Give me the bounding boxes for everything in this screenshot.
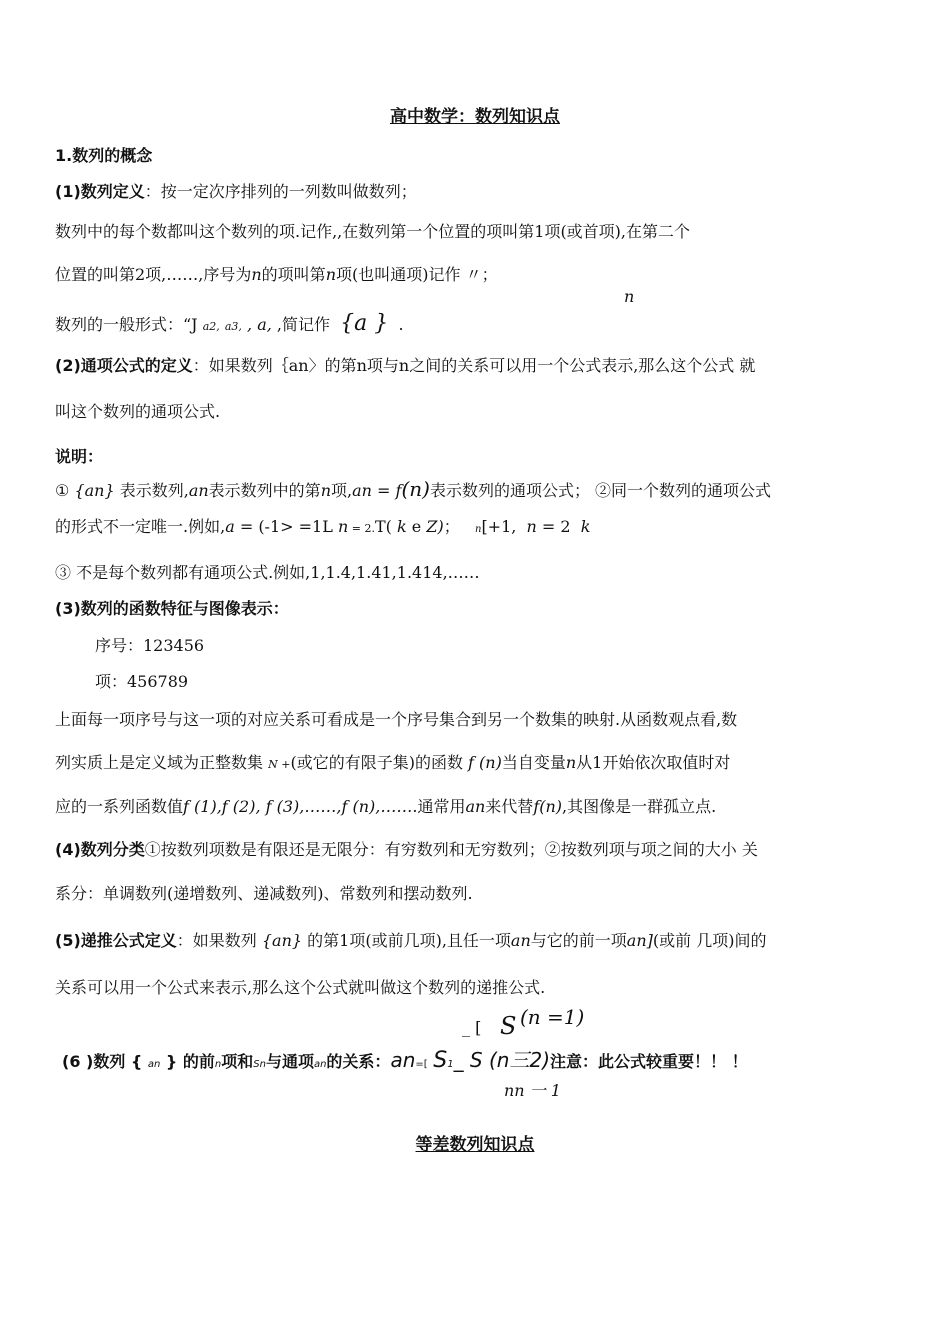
text-run: ,其图像是一群孤立点. bbox=[562, 797, 717, 816]
text-run: 通常用 bbox=[417, 797, 466, 816]
general-term-text: ：如果数列｛an〉的第n项与n之间的关系可以用一个公式表示,那么这个公式 就 bbox=[192, 356, 756, 375]
formula-fn: f(n) bbox=[533, 797, 563, 816]
text-run: 从1开始依次取值时对 bbox=[576, 753, 731, 772]
text-run: [+1, bbox=[481, 517, 517, 536]
section-heading-3: (3)数列的函数特征与图像表示： bbox=[55, 599, 289, 618]
paragraph-classification-cont: 系分：单调数列(递增数列、递减数列)、常数列和摆动数列. bbox=[55, 884, 473, 903]
page-title: 高中数学：数列知识点 bbox=[390, 107, 560, 127]
var-n: n bbox=[325, 265, 336, 284]
text-run: e bbox=[411, 517, 422, 536]
paragraph-function-values bbox=[55, 797, 716, 817]
var-an-1: an] bbox=[626, 931, 653, 950]
text-run: =[ bbox=[415, 1059, 428, 1070]
formula-s-index: 1 bbox=[447, 1059, 454, 1070]
paragraph-general-term bbox=[55, 356, 755, 376]
var-an: an bbox=[147, 1059, 161, 1070]
var-a: a bbox=[225, 517, 235, 536]
formula-subscript-bottom: nn 一 1 bbox=[504, 1081, 561, 1100]
paragraph-recurrence bbox=[55, 931, 766, 951]
paragraph-definition bbox=[55, 182, 417, 202]
subscript-n: n bbox=[624, 287, 635, 306]
text-run: 项(也叫通项)记作 〃； bbox=[336, 265, 498, 284]
paragraph-general-term-cont: 叫这个数列的通项公式. bbox=[55, 402, 221, 421]
classification-text: ①按数列项数是有限还是无限分：有穷数列和无穷数列；②按数列项与项之间的大小 关 bbox=[144, 840, 758, 859]
var-sn: Sn bbox=[253, 1059, 266, 1070]
text-run: (或前 几项)间的 bbox=[652, 931, 767, 950]
formula-condition: _ S (n三2) bbox=[453, 1048, 550, 1072]
note-3: ③ 不是每个数列都有通项公式.例如,1,1.4,1.41,1.414,…… bbox=[55, 563, 480, 582]
formula-s-top: S bbox=[500, 1012, 517, 1040]
text-run: 的关系： bbox=[326, 1052, 391, 1071]
formula-bracket-top: _ [ bbox=[462, 1018, 482, 1037]
var-k: k bbox=[580, 517, 591, 536]
var-z: Z) bbox=[426, 517, 444, 536]
text-run: 项和 bbox=[221, 1052, 254, 1071]
text-run: 项, bbox=[331, 481, 353, 500]
paragraph-function bbox=[55, 753, 730, 775]
var-an: an bbox=[313, 1059, 327, 1070]
var-n: n bbox=[251, 265, 262, 284]
definition-label: (1)数列定义 bbox=[55, 182, 145, 201]
text-run: 当自变量 bbox=[501, 753, 566, 772]
paragraph-terms: 数列中的每个数都叫这个数列的项.记作,,在数列第一个位置的项叫第1项(或首项),在第二个 bbox=[55, 222, 691, 241]
formula-s: S bbox=[433, 1048, 448, 1073]
text-run: 与通项 bbox=[265, 1052, 314, 1071]
text-run: 表示数列的通项公式； ②同一个数列的通项公式 bbox=[429, 481, 772, 500]
var-an: an bbox=[465, 797, 486, 816]
paragraph-recurrence-cont: 关系可以用一个公式来表示,那么这个公式就叫做这个数列的递推公式. bbox=[55, 978, 546, 997]
var-a: , a, bbox=[247, 315, 272, 334]
formula-condition-top: (n =1) bbox=[520, 1005, 585, 1029]
text-run: (6 )数列 { bbox=[62, 1052, 143, 1071]
paragraph-mapping: 上面每一项序号与这一项的对应关系可看成是一个序号集合到另一个数集的映射.从函数观点看,数 bbox=[55, 710, 738, 729]
text-run: = 2 bbox=[536, 517, 571, 536]
var-n: n bbox=[337, 517, 349, 536]
text-run: = 2. bbox=[348, 522, 375, 535]
paragraph-nth-term bbox=[55, 265, 498, 285]
text-run: } 的前 bbox=[165, 1052, 215, 1071]
formula-values: f (1),f (2), f (3),……,f (n),……. bbox=[183, 797, 418, 816]
text-run: 与它的前一项 bbox=[530, 931, 627, 950]
sequence-index-row: 序号：123456 bbox=[95, 636, 205, 655]
text-run: 表示数列中的第 bbox=[208, 481, 321, 500]
var-a3: a3, bbox=[224, 320, 242, 333]
var-an: an bbox=[510, 931, 531, 950]
important-note: 注意：此公式较重要！！ ！ bbox=[550, 1052, 748, 1071]
text-run: 的第1项(或前几项),且任一项 bbox=[302, 931, 511, 950]
definition-text: ：按一定次序排列的一列数叫做数列； bbox=[144, 182, 417, 201]
paragraph-general-form bbox=[55, 311, 404, 337]
text-run: T( bbox=[374, 517, 392, 536]
text-run: = (-1> =1L bbox=[234, 517, 333, 536]
section-heading-1: 1.数列的概念 bbox=[55, 146, 153, 165]
text-run: 数列的一般形式：“J bbox=[55, 315, 198, 334]
text-run: 的形式不一定唯一.例如, bbox=[55, 517, 226, 536]
paragraph-sum-relation bbox=[62, 1050, 902, 1075]
formula-fn: f (n) bbox=[468, 753, 502, 772]
var-n: n bbox=[214, 1059, 222, 1070]
var-an: an bbox=[188, 481, 209, 500]
set-an: {an} bbox=[261, 931, 303, 950]
note-1 bbox=[55, 479, 771, 501]
var-n: n bbox=[565, 753, 577, 772]
text-run: 的项叫第 bbox=[261, 265, 326, 284]
text-run: (或它的有限子集)的函数 bbox=[290, 753, 463, 772]
formula-n: (n) bbox=[401, 477, 430, 501]
formula-an: an bbox=[390, 1048, 416, 1072]
text-run: 位置的叫第2项,……,序号为 bbox=[55, 265, 252, 284]
set-notation: {a } bbox=[340, 311, 389, 336]
var-n: n bbox=[320, 481, 331, 500]
var-n: n bbox=[526, 517, 537, 536]
text-run: 应的一系列函数值 bbox=[55, 797, 184, 816]
text-run: ,简记作 bbox=[276, 315, 330, 334]
text-run: ：如果数列 bbox=[176, 931, 257, 950]
var-k: k bbox=[396, 517, 407, 536]
text-run: 来代替 bbox=[485, 797, 534, 816]
section-title-arithmetic: 等差数列知识点 bbox=[415, 1135, 535, 1155]
sequence-term-row: 项：456789 bbox=[95, 672, 189, 691]
paragraph-classification bbox=[55, 840, 758, 860]
text-run: . bbox=[398, 315, 404, 334]
var-n: n bbox=[474, 524, 482, 535]
note-2 bbox=[55, 517, 590, 540]
set-n-plus: N + bbox=[268, 758, 291, 771]
text-run: 列实质上是定义域为正整数集 bbox=[55, 753, 264, 772]
general-term-label: (2)通项公式的定义 bbox=[55, 356, 193, 375]
text-run: 表示数列, bbox=[114, 481, 189, 500]
recurrence-label: (5)递推公式定义 bbox=[55, 931, 177, 950]
formula-an: an = f bbox=[352, 481, 402, 500]
classification-label: (4)数列分类 bbox=[55, 840, 145, 859]
text-run: ； bbox=[443, 517, 460, 536]
set-an: {an} bbox=[74, 481, 115, 500]
text-run: ① bbox=[55, 481, 75, 500]
note-heading: 说明： bbox=[55, 447, 104, 466]
var-a2: a2, bbox=[202, 320, 220, 333]
